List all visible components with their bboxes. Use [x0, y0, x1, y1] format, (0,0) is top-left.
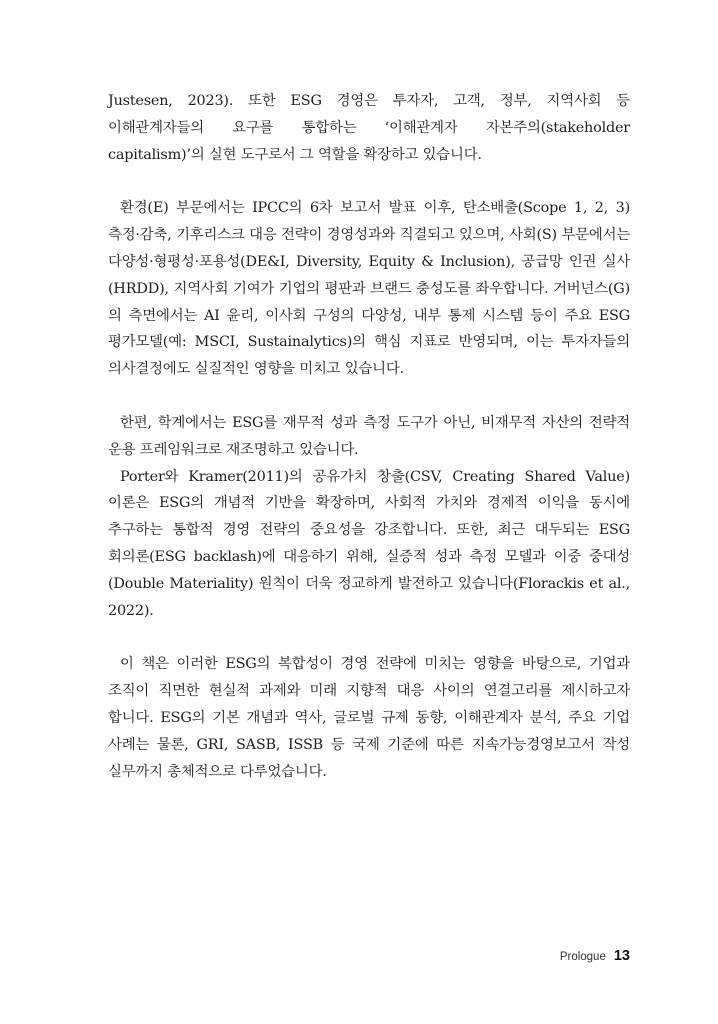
page-number: 13: [613, 948, 630, 964]
paragraph-academia: 한편, 학계에서는 ESG를 재무적 성과 측정 도구가 아닌, 비재무적 자산의 전략적 운용 프레임워크로 재조명하고 있습니다.: [108, 414, 630, 458]
page-body: [108, 88, 630, 785]
paragraph-book-purpose: 이 책은 이러한 ESG의 복합성이 경영 전략에 미치는 영향을 바탕으로, 기업과 조직이 직면한 현실적 과제와 미래 지향적 대응 사이의 연결고리를 제시하고자 합니다. ESG의 기본 개념과 역사, 글로벌 규제 동향, 이해관계자 분석, 주요 기업 사례는 물론, GRI, SASB, ISSB 등 국제 기준에 따른 지속가능경영보고서 작성 실무까지 총체적으로 다루었습니다.: [108, 656, 630, 780]
section-label: Prologue: [559, 951, 606, 963]
paragraph-spacer: [108, 168, 630, 195]
paragraph-spacer: [108, 624, 630, 651]
page-footer: [560, 948, 630, 964]
paragraph-spacer: [108, 383, 630, 410]
paragraph-esg-sectors: 환경(E) 부문에서는 IPCC의 6차 보고서 발표 이후, 탄소배출(Scope 1, 2, 3) 측정·감축, 기후리스크 대응 전략이 경영성과와 직결되고 있으며, 사회(S) 부문에서는 다양성·형평성·포용성(DE&I, Diversity, Equity & Inclusion), 공급망 인권 실사(HRDD), 지역사회 기여가 기업의 평판과 브랜드 충성도를 좌우합니다. 거버넌스(G)의 측면에서는 AI 윤리, 이사회 구성의 다양성, 내부 통제 시스템 등이 주요 ESG 평가모델(예: MSCI, Sustainalytics)의 핵심 지표로 반영되며, 이는 투자자들의 의사결정에도 실질적인 영향을 미치고 있습니다.: [108, 200, 630, 378]
paragraph-continuation: Justesen, 2023). 또한 ESG 경영은 투자자, 고객, 정부, 지역사회 등 이해관계자들의 요구를 통합하는 ‘이해관계자 자본주의(stakeholder capitalism)’의 실현 도구로서 그 역할을 확장하고 있습니다.: [108, 93, 630, 163]
paragraph-csv-theory: Porter와 Kramer(2011)의 공유가치 창출(CSV, Creating Shared Value) 이론은 ESG의 개념적 기반을 확장하며, 사회적 가치와 경제적 이익을 동시에 추구하는 통합적 경영 전략의 중요성을 강조합니다. 또한, 최근 대두되는 ESG 회의론(ESG backlash)에 대응하기 위해, 실증적 성과 측정 모델과 이중 중대성(Double Materiality) 원칙이 더욱 정교하게 발전하고 있습니다(Florackis et al., 2022).: [108, 468, 630, 619]
